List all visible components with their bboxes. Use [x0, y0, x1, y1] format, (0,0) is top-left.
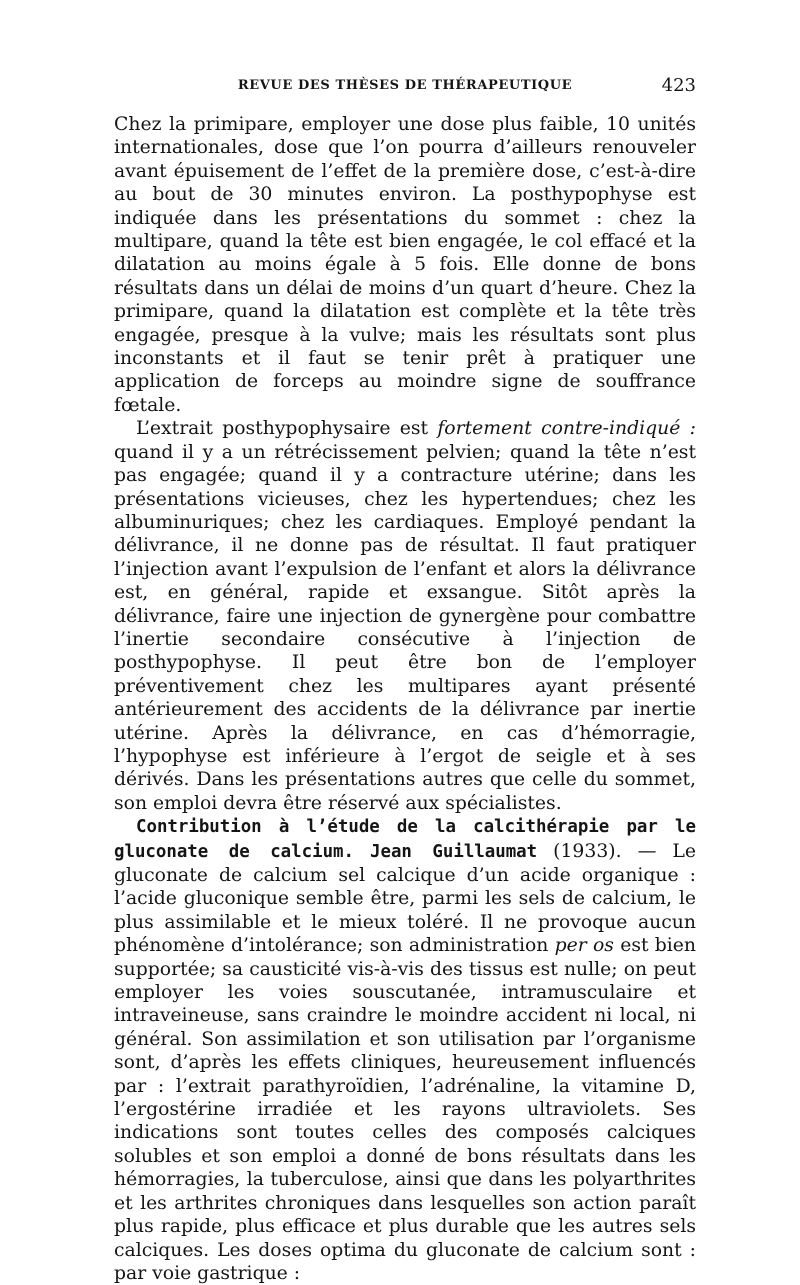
running-title: REVUE DES THÈSES DE THÉRAPEUTIQUE — [237, 78, 573, 93]
paragraph-contre-indications — [114, 417, 696, 815]
paragraph-contre-indications-text: quand il y a un rétrécissement pelvien; quand la tête n’est pas engagée; quand il y a contracture utérine; dans les présentations vicieuses, chez les hypertendues; chez les albuminuriques; chez les cardiaques. Employé pendant la délivrance, il ne donne pas de résultat. Il faut pratiquer l’injection avant l’expulsion de l’enfant et alors la délivrance est, en général, rapide et exsangue. Sitôt après la délivrance, faire une injection de gynergène pour combattre l’inertie secondaire consécutive à l’injection de posthypophyse. Il peut être bon de l’employer préventivement chez les multipares ayant présenté antérieurement des accidents de la délivrance par inertie utérine. Après la délivrance, en cas d’hémorragie, l’hypophyse est inférieure à l’ergot de seigle et à ses dérivés. Dans les présentations autres que celle du sommet, son emploi devra être réservé aux spécialistes. — [114, 441, 696, 814]
article-year: (1933). — — [537, 840, 673, 862]
article-gluconate — [114, 815, 696, 1285]
running-head — [114, 74, 696, 102]
article-title: Contribution à l’étude de la calcithérapie par le gluconate de calcium. — [114, 817, 696, 862]
article-text-part2: est bien supportée; sa causticité vis-à-vis des tissus est nulle; on peut employer les voies souscutanée, intramusculaire et intraveineuse, sans craindre le moindre accident ni local, ni général. Son assimilation et son utilisation par l’organisme sont, d’après les effets cliniques, heureusement influencés par : l’extrait parathyroïdien, l’adrénaline, la vitamine D, l’ergostérine irradiée et les rayons ultraviolets. Ses indications sont toutes celles des composés calciques solubles et son emploi a donné de bons résultats dans les hémorragies, la tuberculose, ainsi que dans les polyarthrites et les arthrites chroniques dans lesquelles son action paraît plus rapide, plus efficace et plus durable que les autres sels calciques. Les doses optima du gluconate de calcium sont : par voie gastrique : — [114, 935, 697, 1284]
article-author: Jean Guillaumat — [370, 841, 538, 862]
paragraph-contre-indications-lead: L’extrait posthypophysaire est — [136, 418, 438, 440]
paragraph-primipare — [114, 113, 696, 417]
body-text — [114, 113, 696, 1285]
contre-indique-emphasis: fortement contre-indiqué : — [437, 418, 696, 440]
per-os-emphasis: per os — [554, 935, 614, 957]
page-number: 423 — [661, 75, 696, 96]
article-text-part1: Le gluconate de calcium sel calcique d’un acide organique : l’acide gluconique semble être, parmi les sels de calcium, le plus assimilable et le mieux toléré. Il ne provoque aucun phénomène d’intolérance; son administration — [114, 840, 696, 957]
paragraph-primipare-text: Chez la primipare, employer une dose plus faible, 10 unités internationales, dose que l’on pourra d’ailleurs renouveler avant épuisement de l’effet de la première dose, c’est-à-dire au bout de 30 minutes environ. La posthypophyse est indiquée dans les présentations du sommet : chez la multipare, quand la tête est bien engagée, le col effacé et la dilatation au moins égale à 5 fois. Elle donne de bons résultats dans un délai de moins d’un quart d’heure. Chez la primipare, quand la dilatation est complète et la tête très engagée, presque à la vulve; mais les résultats sont plus inconstants et il faut se tenir prêt à pratiquer une application de forceps au moindre signe de souffrance fœtale. — [114, 114, 696, 416]
